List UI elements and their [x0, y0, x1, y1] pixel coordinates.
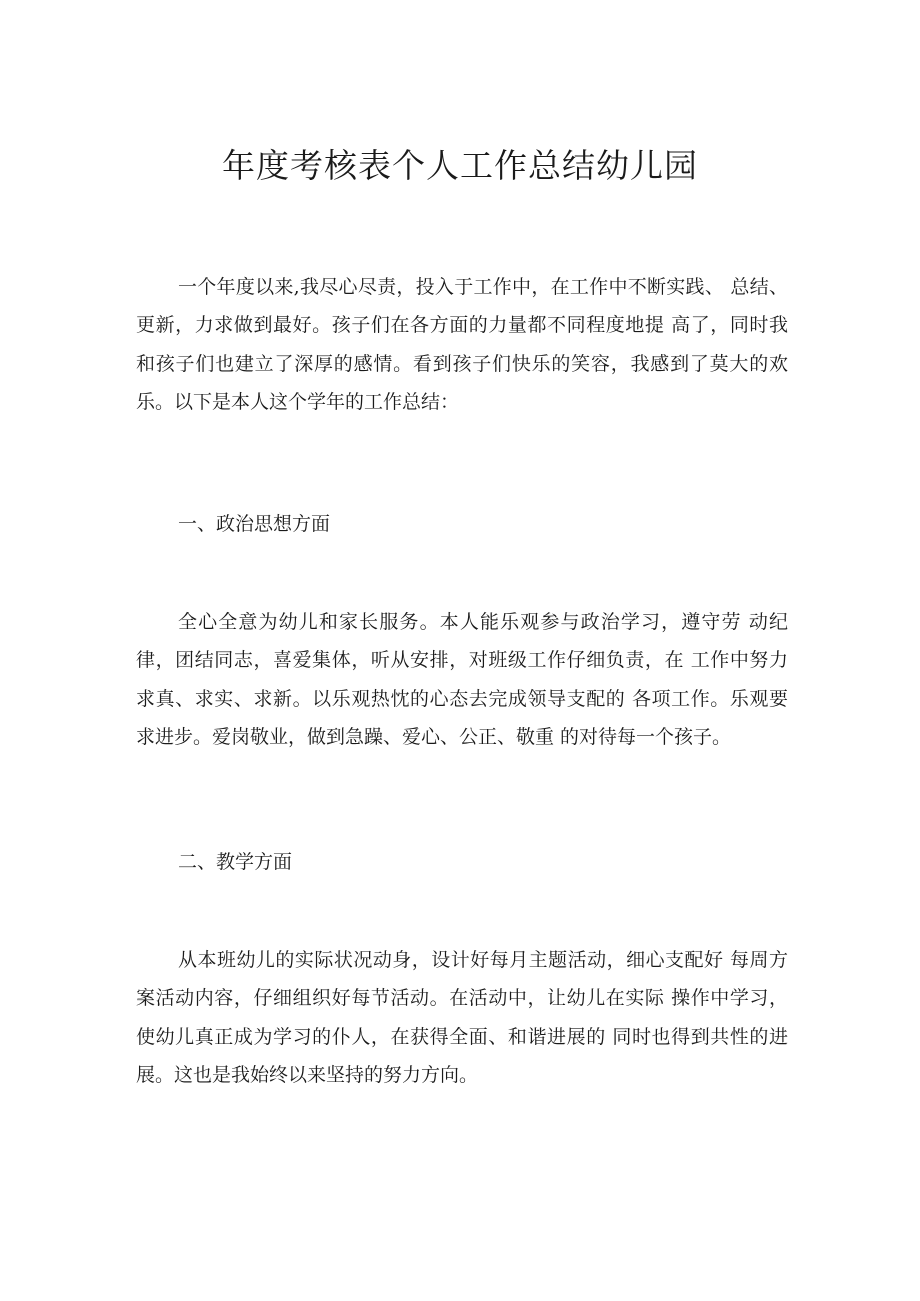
intro-paragraph: 一个年度以来,我尽心尽责，投入于工作中，在工作中不断实践、 总结、更新，力求做到最好。孩子们在各方面的力量都不同程度地提 高了，同时我和孩子们也建立了深厚的感情。看到孩子们快乐的笑容，我感到了莫大的欢乐。以下是本人这个学年的工作总结： — [136, 276, 788, 413]
political-paragraph: 全心全意为幼儿和家长服务。本人能乐观参与政治学习，遵守劳 动纪律，团结同志，喜爱集体，听从安排，对班级工作仔细负责，在 工作中努力求真、求实、求新。以乐观热忱的心态去完成领导支配的 各项工作。乐观要求进步。爱岗敬业，做到急躁、爱心、公正、敬重 的对待每一个孩子。 — [136, 611, 788, 748]
teaching-paragraph: 从本班幼儿的实际状况动身，设计好每月主题活动，细心支配好 每周方案活动内容，仔细组织好每节活动。在活动中，让幼儿在实际 操作中学习，使幼儿真正成为学习的仆人，在获得全面、和谐进展的 同时也得到共性的进展。这也是我始终以来坚持的努力方向。 — [136, 949, 788, 1086]
section-heading-political: 一、政治思想方面 — [178, 513, 331, 535]
page-title: 年度考核表个人工作总结幼儿园 — [222, 146, 698, 185]
section-heading-teaching: 二、教学方面 — [178, 851, 293, 873]
